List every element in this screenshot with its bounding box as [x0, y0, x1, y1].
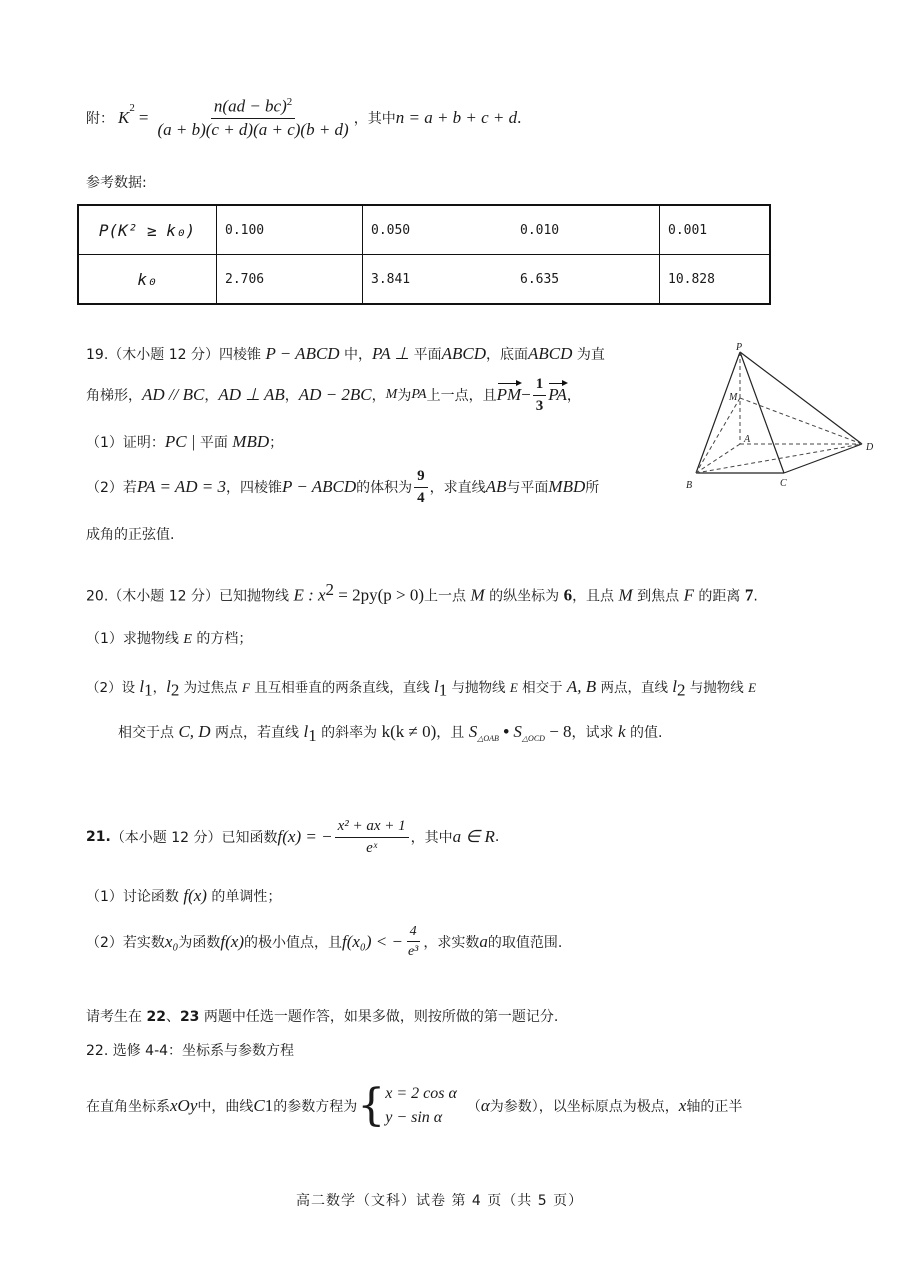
q20-text: 为过焦点 [179, 680, 242, 696]
q20-math: E : x [293, 585, 326, 605]
q21-text: ，其中 [410, 830, 453, 846]
q19-math: PA [411, 387, 427, 402]
formula-suffix-math: n = a + b + c + d [395, 108, 518, 128]
q20-text: 且互相垂直的两条直线，直线 [249, 680, 434, 696]
q19-math: M [385, 387, 398, 402]
formula-suffix: ，其中 [353, 111, 396, 128]
q20-math: 7 [744, 585, 754, 605]
q20-sub: 1 [144, 680, 153, 700]
table-cell: 2.706 [217, 255, 363, 305]
table-cell: 3.841 [363, 255, 513, 305]
q20-exp: 2 [325, 580, 335, 599]
q20-text: 的方档； [191, 631, 253, 647]
q21-math: x₀ [164, 931, 179, 951]
q19-text: ， [204, 388, 219, 404]
edge-cd [784, 444, 862, 473]
q19-math: ABCD [528, 344, 573, 363]
q20-math: M [618, 585, 633, 605]
pyramid-figure [682, 340, 882, 500]
q22-math: xOy [170, 1096, 198, 1115]
q20-math: l [166, 677, 171, 696]
q19-text: 平面 [199, 435, 233, 451]
q22-text: 的参数方程为 [273, 1099, 358, 1115]
q21-number: 21. [86, 829, 111, 845]
label-b: B [686, 480, 693, 491]
q19-minus: − [521, 385, 531, 404]
q20-text: 与抛物线 [447, 680, 510, 696]
formula-denominator: (a + b)(c + d)(a + c)(b + d) [157, 120, 349, 140]
q22-sub: 1 [264, 1096, 274, 1115]
label-a: A [744, 434, 751, 445]
q19-math: AD // BC [142, 385, 205, 404]
q22-math: α [480, 1096, 490, 1115]
q21-part2 [86, 924, 562, 960]
table-header-k0: k₀ [78, 255, 217, 305]
table-cell: 0.001 [660, 205, 771, 255]
edge-pd [740, 352, 862, 444]
q19-text: ， [284, 388, 299, 404]
q20-text: 的距离 [693, 588, 745, 605]
q21-frac-num: 4 [407, 924, 420, 942]
q20-math: l [303, 722, 309, 741]
edge-pc [740, 352, 784, 473]
table-cell: 10.828 [660, 255, 771, 305]
label-p: P [736, 342, 743, 353]
q20-sub: △OAB [477, 733, 499, 743]
page-footer: 高二数学（文科）试卷 第 4 页（共 5 页） [296, 1193, 584, 1209]
notice-text: 两题中任选一题作答，如果多做，则按所做的第一题记分. [199, 1009, 559, 1025]
q19-text: 角梯形， [86, 388, 142, 404]
q21-math: a ∈ R [452, 827, 495, 846]
q19-math: MBD [232, 432, 270, 451]
q19-text: ； [269, 435, 284, 451]
formula-prefix: 附： [86, 111, 114, 128]
q19-line1 [86, 344, 605, 364]
q20-dot: • [498, 722, 514, 741]
q22-eq1: x = 2 cos α [385, 1085, 457, 1102]
q19-volume-den: 4 [417, 489, 425, 506]
formula-numerator: n(ad − bc) [213, 96, 287, 116]
q21-frac-den: e³ [407, 944, 419, 960]
table-row [78, 205, 770, 255]
q20-math: l [672, 677, 677, 696]
q20-text: ，且 [436, 725, 469, 741]
q21-text: 的单调性； [206, 889, 282, 905]
q20-text: 两点，直线 [596, 680, 673, 696]
table-cell: 0.010 [512, 205, 660, 255]
q21-math: f(x) [183, 886, 207, 905]
q19-text: ， [371, 388, 386, 404]
q19-text: ，底面 [486, 347, 529, 363]
q19-text: 为 [397, 388, 412, 404]
q20-math: E [183, 632, 192, 647]
q21-text: （1）讨论函数 [86, 889, 184, 905]
q20-sub: 1 [308, 725, 317, 745]
q22-title: 22. 选修 4-4：坐标系与参数方程 [86, 1043, 295, 1059]
q22-text: 为参数），以坐标原点为极点， [489, 1099, 679, 1115]
q19-math: ABCD [441, 344, 487, 363]
q20-math: l [434, 677, 439, 696]
q21-math: f(x) [220, 931, 244, 951]
q21-text: . [494, 829, 500, 845]
q19-text: ，四棱锥 [226, 480, 282, 496]
q20-math: − 8 [544, 722, 572, 741]
q20-line1 [86, 580, 758, 606]
label-m: M [729, 392, 738, 403]
q20-text: （2）设 [86, 680, 140, 696]
q22-line1 [86, 1082, 742, 1130]
q20-text: 的值. [625, 725, 663, 741]
q19-math: AD − 2BC [298, 385, 372, 404]
q19-frac-num: 1 [533, 376, 547, 396]
q19-text: 所 [585, 480, 600, 496]
q20-math: C, D [178, 722, 211, 741]
q20-sub: 1 [438, 680, 448, 700]
q22-text: 在直角坐标系 [86, 1099, 170, 1115]
q20-math: M [470, 585, 485, 605]
edge-mb [696, 398, 740, 473]
q21-part1 [86, 886, 281, 906]
q20-part2-line2 [118, 722, 662, 746]
q20-math: l [139, 677, 145, 696]
q20-math: S [468, 722, 478, 741]
q21-text: （2）若实数 [86, 934, 165, 951]
q19-volume-num: 9 [414, 468, 428, 488]
q19-math: AD ⊥ AB [218, 385, 285, 404]
q19-text: 平面 [413, 347, 442, 363]
notice-text: 请考生在 [86, 1009, 147, 1025]
formula-lhs: K [118, 108, 130, 128]
table-cell: 0.050 [363, 205, 513, 255]
formula-end: . [517, 108, 522, 128]
q20-text: 相交于点 [118, 725, 179, 741]
q19-text: 的体积为 [356, 480, 413, 496]
edge-md [740, 398, 862, 444]
q20-text: 到焦点 [632, 588, 684, 605]
q20-part2 [86, 676, 756, 701]
q21-line1 [86, 818, 499, 856]
q21-frac-num: x² + ax + 1 [335, 818, 409, 838]
notice-text: 、 [165, 1009, 180, 1025]
q19-text: （1）证明： [86, 435, 165, 451]
label-d: D [866, 442, 874, 453]
table-row [78, 255, 770, 305]
q21-frac-den: eˣ [366, 839, 378, 856]
q20-math: 6 [563, 585, 573, 605]
q19-text: 19.（木小题 12 分）四棱锥 [86, 347, 266, 363]
q19-part2-line2: 成角的正弦值. [86, 527, 175, 543]
q20-sub: △OCD [521, 733, 545, 743]
q22-math: C [253, 1096, 265, 1115]
q19-math: P − ABCD [265, 344, 340, 363]
q20-text: 相交于 [517, 680, 567, 696]
q19-math: MBD [548, 477, 586, 496]
formula-numerator-exp: 2 [286, 96, 293, 108]
q20-text: 20.（木小题 12 分）已知抛物线 [86, 588, 294, 605]
q20-math: E [748, 680, 757, 695]
chi-square-formula: 附： K $^2$ = $\frac{n(ad - bc)^2}{(a + b)(c + d)(a + c)(b + d)}$ ，其中 n = a + b + c + d . [86, 96, 522, 140]
q22-text: （ [466, 1099, 481, 1115]
q19-text: 为直 [572, 347, 605, 363]
q19-text: 中， [339, 347, 373, 363]
q20-math: k(k ≠ 0) [381, 722, 437, 741]
q19-text: ， [566, 388, 581, 404]
q20-text: 的纵坐标为 [484, 588, 564, 605]
edge-bd [696, 444, 862, 473]
q21-text: （本小题 12 分）已知函数 [110, 830, 278, 846]
q20-math: S [513, 722, 522, 741]
table-cell: 0.100 [217, 205, 363, 255]
q20-text: ，且点 [572, 588, 619, 605]
q20-text: （1）求抛物线 [86, 631, 184, 647]
formula-fraction [154, 96, 351, 140]
q21-math: a [479, 931, 488, 951]
q19-math: PA ⊥ [372, 344, 414, 363]
q20-text: 上一点 [424, 588, 471, 605]
q19-line2 [86, 376, 581, 414]
q19-math: P − ABCD [282, 477, 357, 496]
table-cell: 6.635 [512, 255, 660, 305]
q19-frac-den: 3 [535, 397, 544, 414]
q20-math: k [617, 722, 626, 741]
q20-sub: 2 [676, 680, 686, 700]
q22-math: x [678, 1096, 687, 1115]
q21-math: f(x) = − [277, 827, 333, 846]
q22-eq2: y − sin α [385, 1109, 443, 1126]
q20-text: ，试求 [571, 725, 618, 741]
vector-pm: PM [496, 385, 522, 404]
brace-icon: { [357, 1080, 386, 1131]
notice-num: 22 [146, 1009, 166, 1025]
elective-notice [86, 1006, 558, 1026]
q20-part1 [86, 628, 252, 648]
table-header-probability: P(K² ≥ k₀) [78, 205, 217, 255]
q20-text: 与抛物线 [685, 680, 749, 696]
q21-math: f(x₀) < − [341, 931, 403, 951]
q21-text: ，求实数 [423, 934, 480, 951]
q19-text: （2）若 [86, 480, 137, 496]
q20-sub: 2 [170, 680, 180, 700]
q19-math: PA = AD = 3 [136, 477, 226, 496]
q20-text: 两点，若直线 [210, 725, 304, 741]
q22-text: 中，曲线 [197, 1099, 254, 1115]
q20-math: F [683, 585, 694, 605]
q19-math: AB [485, 477, 507, 496]
q21-text: 的取值范围. [487, 934, 563, 951]
q19-text: 与平面 [506, 480, 549, 496]
label-c: C [780, 478, 787, 489]
q20-text: 的斜率为 [316, 725, 382, 741]
q21-text: 的极小值点，且 [243, 934, 342, 951]
q19-part2 [86, 468, 599, 506]
vector-pa: PA [548, 385, 567, 404]
q19-math: PC | [164, 432, 200, 451]
q19-part1 [86, 432, 283, 452]
q20-math: E [509, 680, 518, 695]
formula-lhs-exp: 2 [129, 102, 135, 114]
q20-text: ， [152, 680, 167, 696]
q20-math: A, B [566, 677, 597, 696]
q22-text: 轴的正半 [686, 1099, 743, 1115]
notice-num: 23 [179, 1009, 200, 1025]
q20-math: = 2py(p > 0) [334, 585, 425, 605]
edge-pb [696, 352, 740, 473]
q20-math: F [241, 680, 250, 695]
q19-text: 上一点，且 [426, 388, 497, 404]
critical-value-table [77, 204, 771, 305]
q21-text: 为函数 [178, 934, 221, 951]
q19-text: ，求直线 [429, 480, 486, 496]
q20-text: . [753, 588, 758, 605]
reference-label: 参考数据: [86, 175, 147, 191]
